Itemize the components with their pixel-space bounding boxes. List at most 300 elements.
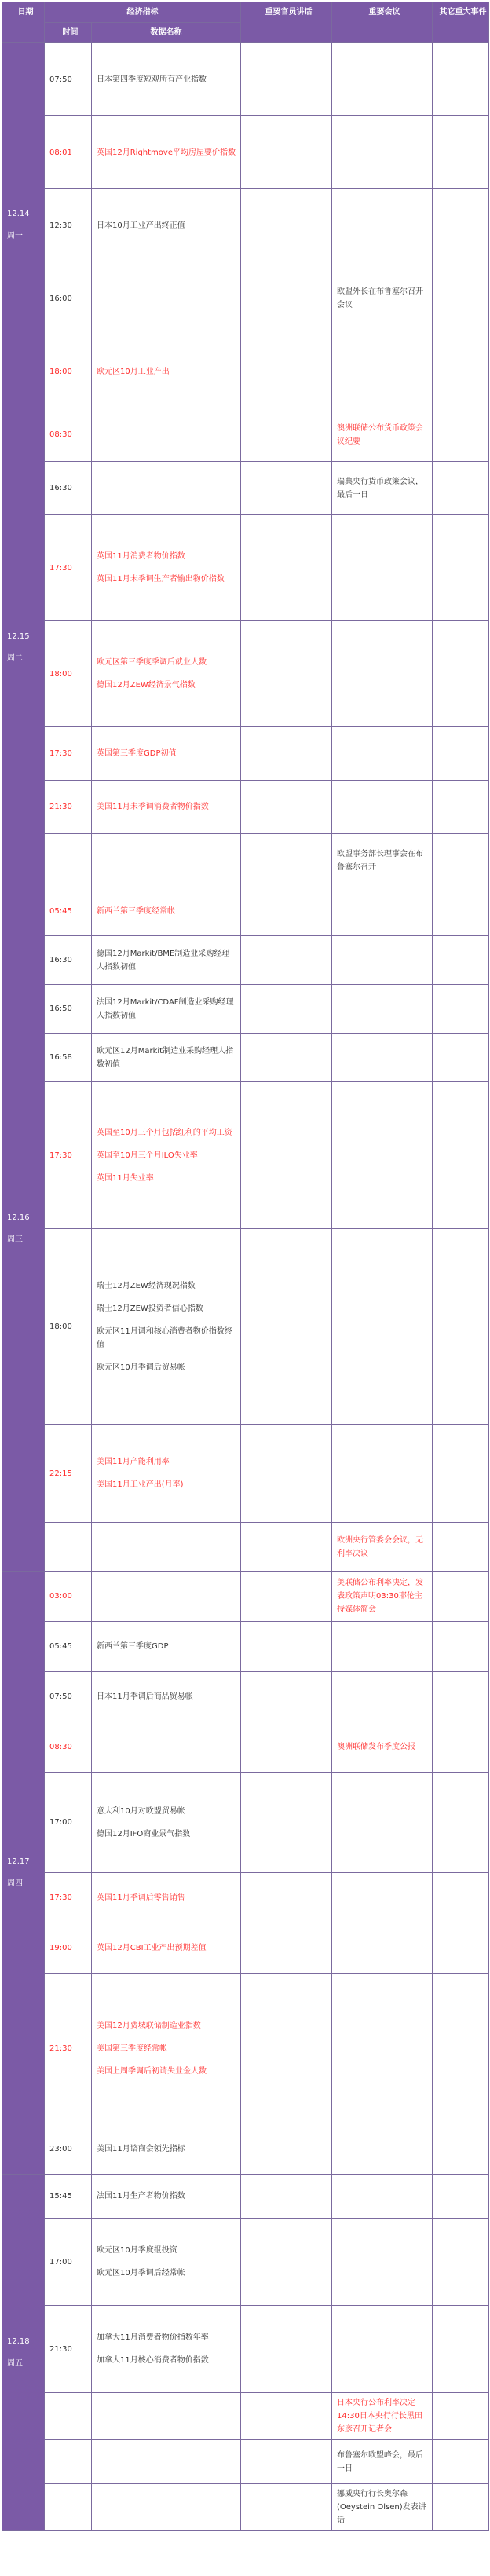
indicator-cell bbox=[92, 1672, 241, 1722]
other-cell bbox=[433, 462, 489, 515]
indicator-name: 英国11月消费者物价指数 bbox=[97, 552, 185, 561]
indicator-name: 新西兰第三季度经常帐 bbox=[97, 907, 175, 916]
table-row bbox=[2, 621, 489, 727]
meeting-cell bbox=[332, 2440, 433, 2484]
other-cell bbox=[433, 1572, 489, 1622]
time-cell: 05:45 bbox=[45, 887, 92, 936]
meeting-text bbox=[337, 2259, 432, 2265]
time-cell: 15:45 bbox=[45, 2175, 92, 2219]
meeting-text bbox=[337, 1152, 432, 1158]
indicator-cell bbox=[92, 834, 241, 887]
time-cell: 16:30 bbox=[45, 462, 92, 515]
indicator-cell bbox=[92, 1523, 241, 1572]
table-row bbox=[2, 2124, 489, 2175]
meeting-cell bbox=[332, 2484, 433, 2531]
meeting-text bbox=[337, 1323, 432, 1330]
indicator-name: 欧元区10月工业产出 bbox=[97, 367, 170, 376]
meeting-text bbox=[337, 76, 432, 82]
day-cell bbox=[2, 408, 45, 887]
meeting-text bbox=[337, 1470, 432, 1476]
table-row bbox=[2, 887, 489, 936]
meeting-cell bbox=[332, 1572, 433, 1622]
table-row bbox=[2, 462, 489, 515]
meeting-text bbox=[337, 1694, 432, 1700]
table-row bbox=[2, 834, 489, 887]
meeting-cell bbox=[332, 1082, 433, 1229]
day-date: 12.14 bbox=[7, 210, 30, 218]
speech-cell bbox=[241, 1082, 332, 1229]
calendar-body bbox=[2, 43, 489, 2531]
other-cell bbox=[433, 262, 489, 335]
table-row bbox=[2, 43, 489, 116]
table-row bbox=[2, 1622, 489, 1672]
time-cell: 07:50 bbox=[45, 1672, 92, 1722]
table-row bbox=[2, 1572, 489, 1622]
other-cell bbox=[433, 1722, 489, 1773]
table-row bbox=[2, 1229, 489, 1425]
table-row bbox=[2, 936, 489, 985]
meeting-cell bbox=[332, 2124, 433, 2175]
meeting-cell bbox=[332, 1873, 433, 1923]
indicator-name: 英国11月季调后零售销售 bbox=[97, 1894, 185, 1902]
speech-cell bbox=[241, 1923, 332, 1974]
other-cell bbox=[433, 1672, 489, 1722]
indicator-cell bbox=[92, 1873, 241, 1923]
meeting-cell bbox=[332, 2393, 433, 2440]
speech-cell bbox=[241, 887, 332, 936]
speech-cell bbox=[241, 621, 332, 727]
header-date: 日期 bbox=[2, 2, 45, 43]
speech-cell bbox=[241, 1229, 332, 1425]
meeting-cell bbox=[332, 1773, 433, 1873]
day-weekday: 周一 bbox=[7, 232, 23, 240]
table-row bbox=[2, 116, 489, 189]
indicator-name: 欧元区12月Markit制造业采购经理人指数初值 bbox=[97, 1046, 234, 1069]
meeting-cell bbox=[332, 2175, 433, 2219]
meeting-text: 日本央行公布利率决定14:30日本央行行长黑田东彦召开记者会 bbox=[337, 2399, 422, 2434]
indicator-cell bbox=[92, 43, 241, 116]
indicator-name: 英国12月Rightmove平均房屋要价指数 bbox=[97, 148, 236, 157]
other-cell bbox=[433, 335, 489, 408]
day-weekday: 周二 bbox=[7, 653, 23, 663]
speech-cell bbox=[241, 834, 332, 887]
time-cell: 16:00 bbox=[45, 262, 92, 335]
speech-cell bbox=[241, 2219, 332, 2306]
indicator-name: 瑞士12月ZEW投资者信心指数 bbox=[97, 1304, 203, 1313]
time-cell: 05:45 bbox=[45, 1622, 92, 1672]
day-date: 12.18 bbox=[7, 2336, 30, 2346]
speech-cell bbox=[241, 335, 332, 408]
indicator-name: 日本11月季调后商品贸易帐 bbox=[97, 1692, 193, 1701]
other-cell bbox=[433, 936, 489, 985]
meeting-text bbox=[337, 368, 432, 375]
time-cell: 17:30 bbox=[45, 515, 92, 621]
other-cell bbox=[433, 1425, 489, 1523]
indicator-cell bbox=[92, 1572, 241, 1622]
header-meetings: 重要会议 bbox=[332, 2, 433, 43]
other-cell bbox=[433, 2219, 489, 2306]
other-cell bbox=[433, 1229, 489, 1425]
meeting-text bbox=[337, 1055, 432, 1061]
other-cell bbox=[433, 189, 489, 262]
header-indicators: 经济指标 bbox=[45, 2, 241, 23]
meeting-cell bbox=[332, 515, 433, 621]
meeting-cell bbox=[332, 2219, 433, 2306]
other-cell bbox=[433, 727, 489, 781]
other-cell bbox=[433, 1773, 489, 1873]
speech-cell bbox=[241, 781, 332, 834]
meeting-cell bbox=[332, 1034, 433, 1082]
meeting-text bbox=[337, 2046, 432, 2052]
time-cell: 21:30 bbox=[45, 2306, 92, 2393]
time-cell: 17:30 bbox=[45, 1082, 92, 1229]
other-cell bbox=[433, 1974, 489, 2124]
speech-cell bbox=[241, 408, 332, 462]
other-cell bbox=[433, 2484, 489, 2531]
indicator-name: 德国12月Markit/BME制造业采购经理人指数初值 bbox=[97, 949, 230, 971]
indicator-cell bbox=[92, 727, 241, 781]
meeting-cell bbox=[332, 116, 433, 189]
indicator-name: 日本第四季度短观所有产业指数 bbox=[97, 75, 207, 84]
meeting-cell bbox=[332, 462, 433, 515]
table-row bbox=[2, 1425, 489, 1523]
indicator-name: 法国11月生产者物价指数 bbox=[97, 2192, 185, 2201]
economic-calendar-table bbox=[2, 2, 489, 2531]
meeting-cell bbox=[332, 936, 433, 985]
indicator-cell bbox=[92, 262, 241, 335]
meeting-text bbox=[337, 1644, 432, 1650]
speech-cell bbox=[241, 2306, 332, 2393]
indicator-name: 美国11月谘商会领先指标 bbox=[97, 2145, 185, 2153]
meeting-text bbox=[337, 2194, 432, 2200]
meeting-text bbox=[337, 149, 432, 156]
other-cell bbox=[433, 887, 489, 936]
other-cell bbox=[433, 1034, 489, 1082]
indicator-cell bbox=[92, 515, 241, 621]
indicator-name: 德国12月IFO商业景气指数 bbox=[97, 1829, 191, 1839]
other-cell bbox=[433, 1923, 489, 1974]
day-date: 12.15 bbox=[7, 631, 30, 641]
meeting-text bbox=[337, 2146, 432, 2153]
indicator-name bbox=[97, 856, 240, 865]
indicator-name: 瑞士12月ZEW经济现况指数 bbox=[97, 1281, 196, 1290]
speech-cell bbox=[241, 189, 332, 262]
indicator-cell bbox=[92, 1082, 241, 1229]
meeting-cell bbox=[332, 887, 433, 936]
other-cell bbox=[433, 2175, 489, 2219]
time-cell: 08:30 bbox=[45, 1722, 92, 1773]
meeting-text: 澳洲联储发布季度公报 bbox=[337, 1743, 415, 1751]
indicator-name bbox=[97, 1542, 240, 1552]
table-row bbox=[2, 1773, 489, 1873]
time-cell bbox=[45, 2393, 92, 2440]
indicator-name: 美国11月产能利用率 bbox=[97, 1458, 170, 1466]
indicator-name: 加拿大11月核心消费者物价指数 bbox=[97, 2356, 209, 2365]
other-cell bbox=[433, 1082, 489, 1229]
speech-cell bbox=[241, 727, 332, 781]
indicator-name bbox=[97, 1592, 240, 1601]
indicator-name: 英国11月失业率 bbox=[97, 1173, 154, 1183]
meeting-cell bbox=[332, 727, 433, 781]
meeting-text bbox=[337, 565, 432, 571]
indicator-cell bbox=[92, 781, 241, 834]
indicator-name: 英国第三季度GDP初值 bbox=[97, 749, 177, 758]
indicator-cell bbox=[92, 2393, 241, 2440]
indicator-name: 新西兰第三季度GDP bbox=[97, 1642, 169, 1651]
meeting-text bbox=[337, 2346, 432, 2352]
time-cell: 07:50 bbox=[45, 43, 92, 116]
other-cell bbox=[433, 1523, 489, 1572]
indicator-cell bbox=[92, 1722, 241, 1773]
meeting-text bbox=[337, 1820, 432, 1826]
time-cell: 18:00 bbox=[45, 335, 92, 408]
speech-cell bbox=[241, 2393, 332, 2440]
other-cell bbox=[433, 116, 489, 189]
meeting-text bbox=[337, 671, 432, 677]
indicator-name: 德国12月ZEW经济景气指数 bbox=[97, 681, 196, 690]
indicator-cell bbox=[92, 1974, 241, 2124]
speech-cell bbox=[241, 1974, 332, 2124]
day-weekday: 周五 bbox=[7, 2358, 23, 2368]
other-cell bbox=[433, 985, 489, 1034]
day-cell bbox=[2, 43, 45, 408]
day-weekday: 周三 bbox=[7, 1235, 23, 1244]
table-row bbox=[2, 2306, 489, 2393]
indicator-name bbox=[97, 294, 240, 303]
meeting-text: 挪威央行行长奥尔森(Oeystein Olsen)发表讲话 bbox=[337, 2490, 426, 2525]
time-cell bbox=[45, 1523, 92, 1572]
meeting-text: 欧盟事务部长理事会在布鲁塞尔召开 bbox=[337, 849, 423, 872]
indicator-name: 法国12月Markit/CDAF制造业采购经理人指数初值 bbox=[97, 997, 234, 1020]
indicator-cell bbox=[92, 936, 241, 985]
indicator-cell bbox=[92, 1622, 241, 1672]
meeting-cell bbox=[332, 781, 433, 834]
indicator-name: 欧元区10月季调后经常帐 bbox=[97, 2269, 185, 2278]
indicator-name: 英国11月未季调生产者输出物价指数 bbox=[97, 575, 225, 584]
table-row bbox=[2, 2440, 489, 2484]
table-row bbox=[2, 1974, 489, 2124]
speech-cell bbox=[241, 2484, 332, 2531]
meeting-text bbox=[337, 957, 432, 964]
indicator-name bbox=[97, 2412, 240, 2421]
meeting-text: 欧洲央行管委会会议，无利率决议 bbox=[337, 1535, 423, 1558]
table-row bbox=[2, 335, 489, 408]
speech-cell bbox=[241, 43, 332, 116]
header-other: 其它重大事件 bbox=[433, 2, 489, 43]
meeting-cell bbox=[332, 2306, 433, 2393]
speech-cell bbox=[241, 985, 332, 1034]
indicator-cell bbox=[92, 335, 241, 408]
time-cell: 21:30 bbox=[45, 781, 92, 834]
meeting-text bbox=[337, 751, 432, 757]
indicator-name bbox=[97, 2503, 240, 2512]
table-row bbox=[2, 2484, 489, 2531]
other-cell bbox=[433, 781, 489, 834]
meeting-cell bbox=[332, 1974, 433, 2124]
meeting-text: 瑞典央行货币政策会议，最后一日 bbox=[337, 477, 423, 499]
table-row bbox=[2, 727, 489, 781]
meeting-text bbox=[337, 909, 432, 915]
table-row bbox=[2, 262, 489, 335]
day-weekday: 周四 bbox=[7, 1879, 23, 1888]
table-row bbox=[2, 1722, 489, 1773]
indicator-name: 美国11月工业产出(月率) bbox=[97, 1480, 184, 1489]
meeting-text bbox=[337, 804, 432, 810]
indicator-cell bbox=[92, 1773, 241, 1873]
header-data-name: 数据名称 bbox=[92, 23, 241, 43]
speech-cell bbox=[241, 116, 332, 189]
indicator-cell bbox=[92, 985, 241, 1034]
indicator-name: 美国12月费城联储制造业指数 bbox=[97, 2022, 201, 2030]
meeting-cell bbox=[332, 1722, 433, 1773]
indicator-cell bbox=[92, 1923, 241, 1974]
time-cell bbox=[45, 2484, 92, 2531]
time-cell: 23:00 bbox=[45, 2124, 92, 2175]
time-cell: 17:30 bbox=[45, 1873, 92, 1923]
day-cell bbox=[2, 2175, 45, 2531]
meeting-cell bbox=[332, 834, 433, 887]
other-cell bbox=[433, 1873, 489, 1923]
time-cell bbox=[45, 2440, 92, 2484]
other-cell bbox=[433, 2306, 489, 2393]
table-row bbox=[2, 408, 489, 462]
meeting-text bbox=[337, 1895, 432, 1901]
time-cell: 08:30 bbox=[45, 408, 92, 462]
indicator-name: 意大利10月对欧盟贸易帐 bbox=[97, 1806, 185, 1816]
indicator-name: 美国11月未季调消费者物价指数 bbox=[97, 803, 209, 811]
indicator-cell bbox=[92, 887, 241, 936]
time-cell: 19:00 bbox=[45, 1923, 92, 1974]
speech-cell bbox=[241, 1672, 332, 1722]
indicator-cell bbox=[92, 1229, 241, 1425]
meeting-cell bbox=[332, 621, 433, 727]
speech-cell bbox=[241, 462, 332, 515]
indicator-name bbox=[97, 484, 240, 493]
indicator-name: 日本10月工业产出终正值 bbox=[97, 221, 185, 230]
other-cell bbox=[433, 1622, 489, 1672]
indicator-name bbox=[97, 2457, 240, 2467]
meeting-cell bbox=[332, 189, 433, 262]
other-cell bbox=[433, 834, 489, 887]
time-cell: 17:00 bbox=[45, 2219, 92, 2306]
table-row bbox=[2, 1672, 489, 1722]
other-cell bbox=[433, 621, 489, 727]
meeting-cell bbox=[332, 1523, 433, 1572]
speech-cell bbox=[241, 1572, 332, 1622]
speech-cell bbox=[241, 1722, 332, 1773]
speech-cell bbox=[241, 2440, 332, 2484]
indicator-cell bbox=[92, 2440, 241, 2484]
indicator-name: 欧元区11月调和核心消费者物价指数终值 bbox=[97, 1326, 232, 1349]
indicator-cell bbox=[92, 189, 241, 262]
table-row bbox=[2, 515, 489, 621]
meeting-text: 美联储公布利率决定，发表政策声明03:30耶伦主持媒体简会 bbox=[337, 1579, 423, 1614]
indicator-cell bbox=[92, 621, 241, 727]
day-date: 12.17 bbox=[7, 1857, 30, 1866]
indicator-cell bbox=[92, 2219, 241, 2306]
time-cell: 17:00 bbox=[45, 1773, 92, 1873]
table-row bbox=[2, 189, 489, 262]
time-cell bbox=[45, 834, 92, 887]
meeting-cell bbox=[332, 262, 433, 335]
indicator-cell bbox=[92, 116, 241, 189]
time-cell: 21:30 bbox=[45, 1974, 92, 2124]
table-row bbox=[2, 2175, 489, 2219]
speech-cell bbox=[241, 262, 332, 335]
other-cell bbox=[433, 515, 489, 621]
indicator-name: 英国至10月三个月ILO失业率 bbox=[97, 1151, 198, 1160]
indicator-cell bbox=[92, 2484, 241, 2531]
meeting-cell bbox=[332, 1425, 433, 1523]
speech-cell bbox=[241, 1773, 332, 1873]
indicator-name: 欧元区10月季调后贸易帐 bbox=[97, 1363, 185, 1372]
time-cell: 08:01 bbox=[45, 116, 92, 189]
table-row bbox=[2, 781, 489, 834]
indicator-name bbox=[97, 1743, 240, 1752]
day-date: 12.16 bbox=[7, 1213, 30, 1222]
time-cell: 03:00 bbox=[45, 1572, 92, 1622]
other-cell bbox=[433, 2124, 489, 2175]
other-cell bbox=[433, 2393, 489, 2440]
indicator-name bbox=[97, 430, 240, 440]
meeting-text bbox=[337, 1006, 432, 1012]
time-cell: 18:00 bbox=[45, 1229, 92, 1425]
meeting-text: 欧盟外长在布鲁塞尔召开会议 bbox=[337, 287, 423, 309]
meeting-cell bbox=[332, 1229, 433, 1425]
speech-cell bbox=[241, 1873, 332, 1923]
indicator-name: 欧元区第三季度季调后就业人数 bbox=[97, 658, 207, 667]
meeting-cell bbox=[332, 408, 433, 462]
indicator-name: 美国第三季度经常帐 bbox=[97, 2044, 167, 2053]
header-time: 时间 bbox=[45, 23, 92, 43]
indicator-cell bbox=[92, 2124, 241, 2175]
table-row bbox=[2, 1082, 489, 1229]
table-row bbox=[2, 1523, 489, 1572]
speech-cell bbox=[241, 1622, 332, 1672]
table-row bbox=[2, 2393, 489, 2440]
indicator-cell bbox=[92, 2175, 241, 2219]
indicator-cell bbox=[92, 1034, 241, 1082]
indicator-cell bbox=[92, 462, 241, 515]
day-cell bbox=[2, 887, 45, 1572]
header-speeches: 重要官员讲话 bbox=[241, 2, 332, 43]
speech-cell bbox=[241, 936, 332, 985]
table-row bbox=[2, 1923, 489, 1974]
meeting-text: 布鲁塞尔欧盟峰会，最后一日 bbox=[337, 2450, 423, 2473]
meeting-text bbox=[337, 222, 432, 229]
meeting-cell bbox=[332, 1923, 433, 1974]
meeting-text: 澳洲联储公布货币政策会议纪要 bbox=[337, 423, 423, 446]
speech-cell bbox=[241, 515, 332, 621]
indicator-name: 英国12月CBI工业产出预期差值 bbox=[97, 1944, 207, 1952]
meeting-cell bbox=[332, 335, 433, 408]
speech-cell bbox=[241, 2175, 332, 2219]
indicator-cell bbox=[92, 2306, 241, 2393]
time-cell: 16:50 bbox=[45, 985, 92, 1034]
speech-cell bbox=[241, 1034, 332, 1082]
other-cell bbox=[433, 408, 489, 462]
indicator-cell bbox=[92, 1425, 241, 1523]
meeting-cell bbox=[332, 1672, 433, 1722]
table-row bbox=[2, 2219, 489, 2306]
indicator-name: 欧元区10月季度报投资 bbox=[97, 2246, 177, 2255]
day-cell bbox=[2, 1572, 45, 2175]
time-cell: 16:30 bbox=[45, 936, 92, 985]
indicator-cell bbox=[92, 408, 241, 462]
indicator-name: 加拿大11月消费者物价指数年率 bbox=[97, 2333, 209, 2342]
meeting-text bbox=[337, 1945, 432, 1952]
meeting-cell bbox=[332, 43, 433, 116]
